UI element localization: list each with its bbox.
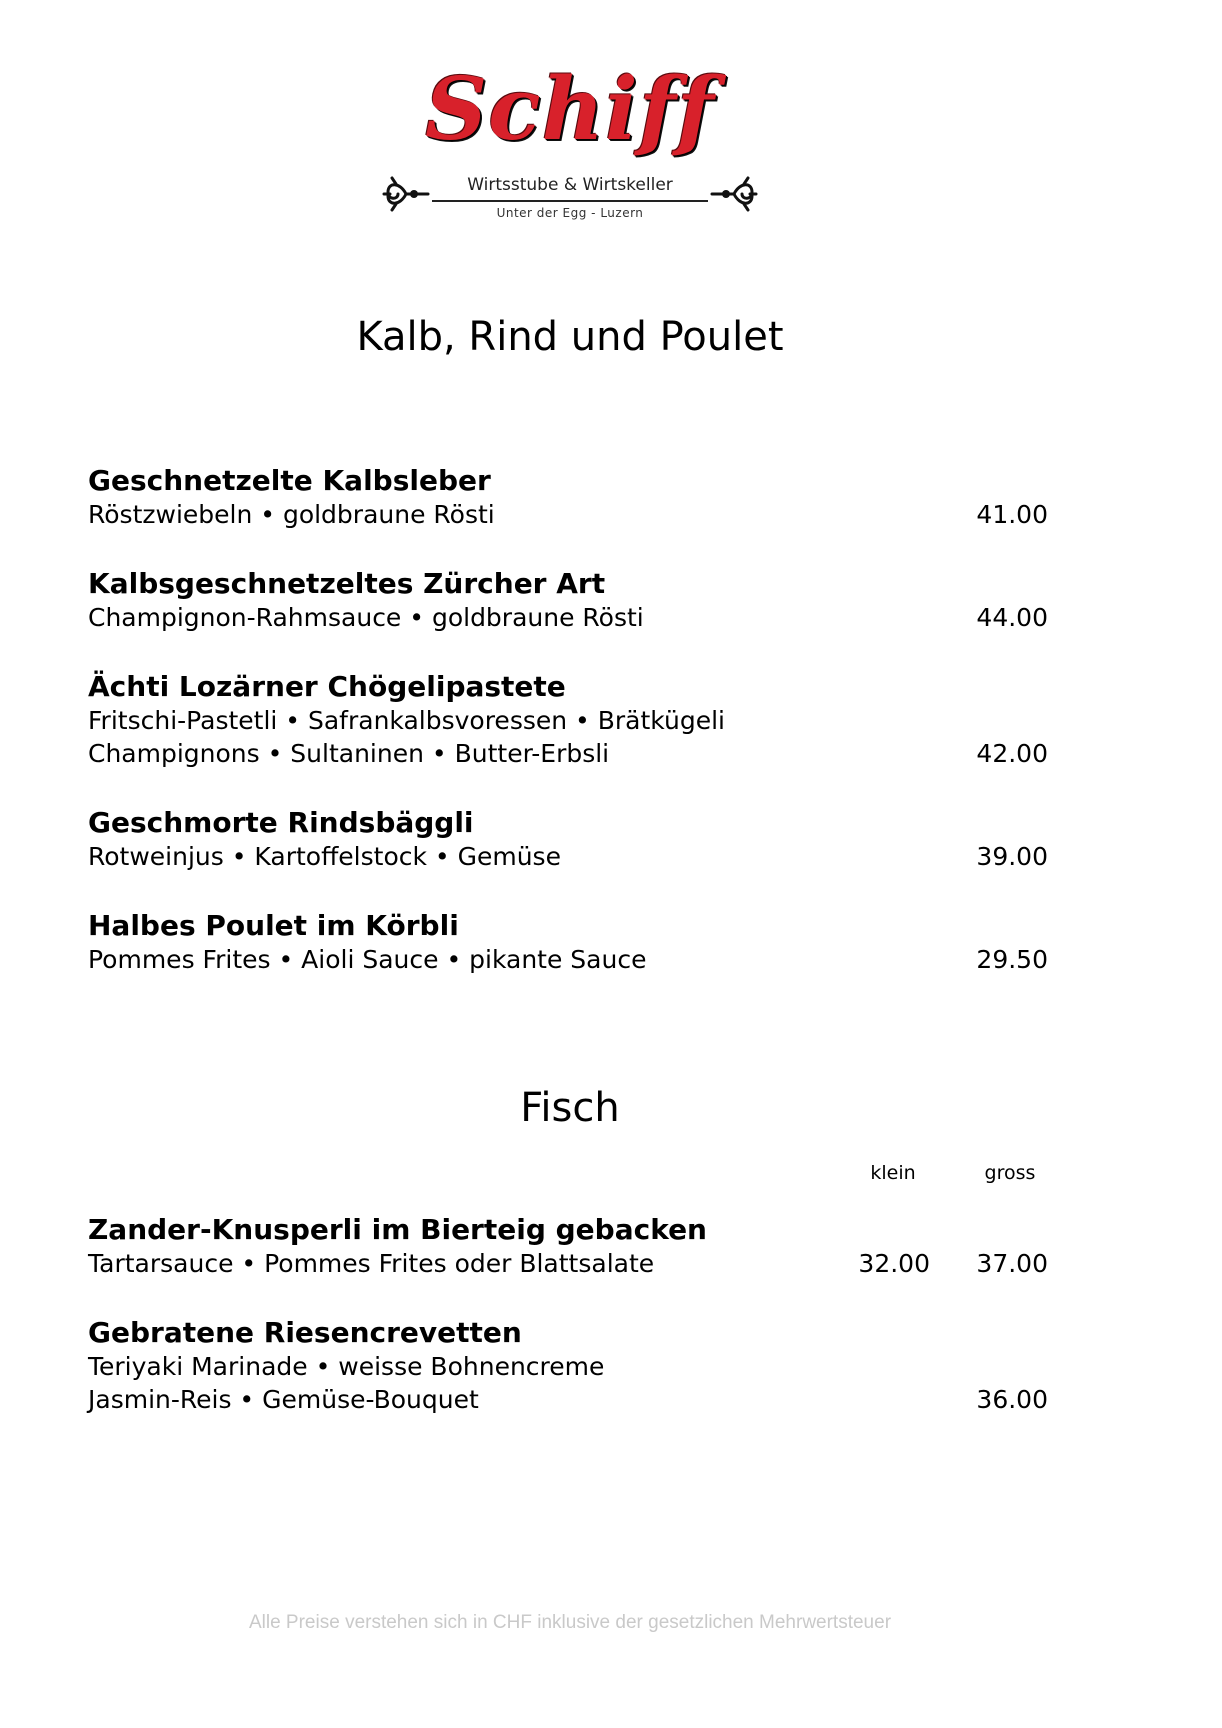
item-description: Rotweinjus • Kartoffelstock • Gemüse (88, 842, 561, 871)
menu-item (88, 464, 1048, 531)
logo-wordmark: Schiff (425, 59, 715, 160)
item-description: Fritschi-Pastetli • Safrankalbsvoressen • Brätkügeli Champignons • Sultaninen • Butter-Erbsli (88, 706, 725, 768)
flourish-right-icon (708, 168, 760, 220)
item-price: 39.00 (976, 842, 1048, 871)
item-description: Teriyaki Marinade • weisse Bohnencreme Jasmin-Reis • Gemüse-Bouquet (88, 1352, 605, 1414)
item-name: Halbes Poulet im Körbli (88, 909, 459, 942)
logo-location: Unter der Egg - Luzern (496, 206, 644, 220)
logo-subtitle: Wirtsstube & Wirtskeller (467, 175, 673, 195)
column-label-klein: klein (870, 1162, 916, 1184)
menu-item (88, 670, 1048, 770)
menu-item (88, 1316, 1048, 1416)
price-footnote: Alle Preise verstehen sich in CHF inklusive der gesetzlichen Mehrwertsteuer (248, 1612, 892, 1633)
item-price-gross: 37.00 (976, 1249, 1048, 1278)
section-title-kalb: Kalb, Rind und Poulet (356, 314, 784, 360)
item-description: Tartarsauce • Pommes Frites oder Blattsalate (88, 1249, 655, 1278)
item-price: 44.00 (976, 603, 1048, 632)
item-price: 36.00 (976, 1385, 1048, 1414)
item-description: Pommes Frites • Aioli Sauce • pikante Sauce (88, 945, 647, 974)
item-description: Röstzwiebeln • goldbraune Rösti (88, 500, 495, 529)
menu-item (88, 567, 1048, 634)
item-price: 29.50 (976, 945, 1048, 974)
item-name: Geschnetzelte Kalbsleber (88, 464, 491, 497)
menu-item (88, 909, 1048, 976)
item-price-klein: 32.00 (858, 1249, 930, 1278)
item-name: Gebratene Riesencrevetten (88, 1316, 522, 1349)
item-name: Kalbsgeschnetzeltes Zürcher Art (88, 567, 606, 600)
logo-divider (432, 200, 708, 202)
item-price: 41.00 (976, 500, 1048, 529)
item-price: 42.00 (976, 739, 1048, 768)
item-name: Ächti Lozärner Chögelipastete (88, 670, 566, 703)
menu-item (88, 806, 1048, 873)
restaurant-logo (380, 60, 760, 235)
item-description: Champignon-Rahmsauce • goldbraune Rösti (88, 603, 644, 632)
item-name: Zander-Knusperli im Bierteig gebacken (88, 1213, 707, 1246)
section-title-fisch: Fisch (520, 1085, 620, 1131)
flourish-left-icon (380, 168, 432, 220)
menu-item (88, 1213, 1048, 1280)
item-name: Geschmorte Rindsbäggli (88, 806, 474, 839)
column-label-gross: gross (984, 1162, 1036, 1184)
